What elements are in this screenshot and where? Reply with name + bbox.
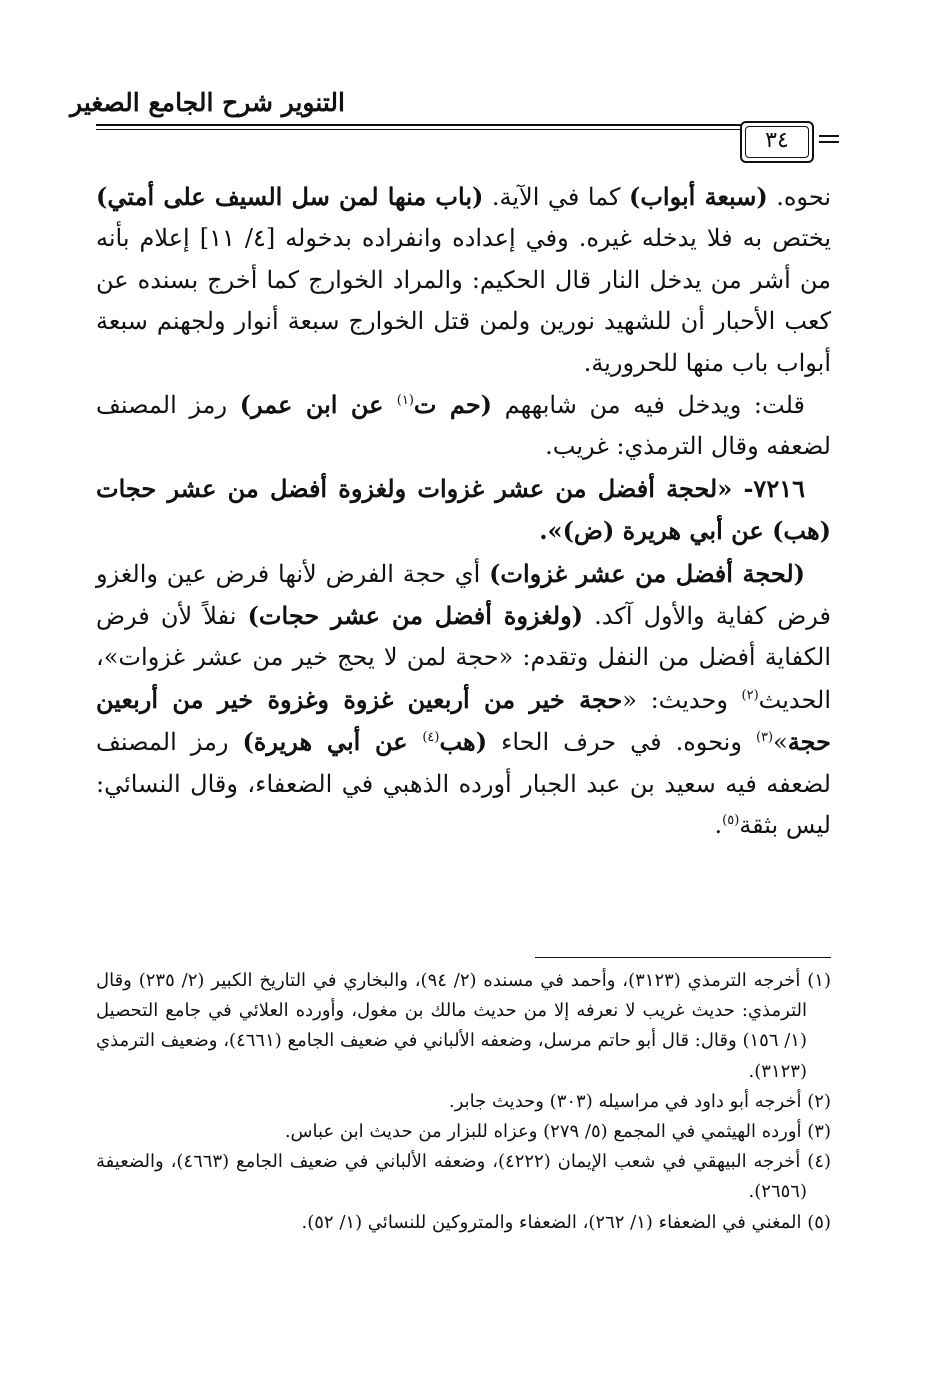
text-run: أي حجة الفرض لأنها فرض عين والغزو فرض كفاية والأول آكد. <box>96 559 832 631</box>
footnote-3: (٣) أورده الهيثمي في المجمع (٥/ ٢٧٩) وعزاه للبزار من حديث ابن عباس. <box>284 1121 831 1143</box>
footnote-ref: (٤) <box>422 730 440 746</box>
text-run: ». <box>539 516 563 546</box>
text-run: رمز المصنف لضعفه فيه سعيد بن عبد الجبار أورده الذهبي في الضعفاء، وقال النسائي: ليس بثقة <box>96 728 831 840</box>
paragraph-4 <box>96 553 831 847</box>
text-run: كما في الآية. <box>483 183 629 211</box>
text-run: رمز المصنف لضعفه وقال الترمذي: غريب. <box>96 391 831 461</box>
bold-run: (سبعة أبواب) <box>628 182 768 211</box>
footnote-ref: (٢) <box>741 687 759 703</box>
footnote-4: (٤) أخرجه البيهقي في شعب الإيمان (٤٢٢٢)، وضعفه الألباني في ضعيف الجامع (٤٦٦٣)، والضعيفة (٢٦٥٦). <box>96 1151 832 1203</box>
text-run: » <box>773 728 788 757</box>
header-rule-tail-bottom <box>819 141 839 143</box>
footnote-1: (١) أخرجه الترمذي (٣١٢٣)، وأحمد في مسنده (٢/ ٩٤)، والبخاري في التاريخ الكبير (٢/ ٢٣٥) وقال الترمذي: حديث غريب لا نعرفه إلا من حديث مالك بن مغول، وأورده العلائي في جامع التحصيل (١/ ١٥٦) وقال: قال أبو حاتم مرسل، وضعفه الألباني في ضعيف الجامع (٤٦٦١)، وضعيف الترمذي (٣١٢٣). <box>96 970 831 1082</box>
hadith-entry <box>96 468 831 553</box>
text-run: وحديث: « <box>622 685 742 714</box>
hadith-number: ٧٢١٦- « <box>717 473 805 503</box>
bold-run: عن أبي هريرة) <box>242 727 423 757</box>
hadith-text: لحجة أفضل من عشر غزوات ولغزوة أفضل من عشر حجات (هب) عن أبي هريرة (ض) <box>96 473 831 546</box>
text-run: ونحوه. في حرف الحاء <box>487 728 756 757</box>
page-number-frame <box>740 121 814 163</box>
footnote-ref: (١) <box>396 393 414 409</box>
text-run: نفلاً لأن فرض الكفاية أفضل من النفل وتقدم: «حجة لمن لا يحج خير من عشر غزوات»، الحديث <box>96 602 831 714</box>
footnotes <box>96 966 831 1238</box>
header-rule-tail-top <box>819 135 839 137</box>
bold-run: (باب منها لمن سل السيف على أمتي) <box>96 182 484 211</box>
main-text <box>96 176 831 847</box>
footnote-5: (٥) المغني في الضعفاء (١/ ٢٦٢)، الضعفاء والمتروكين للنسائي (١/ ٥٢). <box>301 1211 831 1233</box>
bold-run: (لحجة أفضل من عشر غزوات) <box>489 558 805 588</box>
paragraph-1 <box>96 176 831 384</box>
bold-run: (هب <box>439 727 488 757</box>
header-rule-bottom <box>96 129 811 130</box>
footnote-2: (٢) أخرجه أبو داود في مراسيله (٣٠٣) وحديث جابر. <box>449 1090 831 1112</box>
footnote-ref: (٥) <box>722 813 740 829</box>
book-title: التنوير شرح الجامع الصغير <box>70 88 345 117</box>
text-run: . <box>714 811 723 840</box>
footnote-separator <box>535 957 831 958</box>
bold-run: (ولغزوة أفضل من عشر حجات) <box>247 601 584 631</box>
paragraph-2 <box>96 384 831 468</box>
text-run: يختص به فلا يدخله غيره. وفي إعداده وانفراده بدخوله [٤/ ١١] إعلام بأنه من أشر من يدخل النار قال الحكيم: والمراد الخوارج كما أخرج بسنده عن كعب الأحبار أن للشهيد نورين ولمن قتل الخوارج سبعة أنوار ولجهنم سبعة أبواب باب منها للحرورية. <box>96 224 831 377</box>
footnote-ref: (٣) <box>755 730 774 746</box>
text-run: قلت: ويدخل فيه من شابههم <box>492 391 805 420</box>
text-run: نحوه. <box>767 183 832 211</box>
page-number: ٣٤ <box>765 128 789 153</box>
bold-run: (حم ت <box>413 390 493 420</box>
bold-run: حجة خير من أربعين غزوة وغزوة خير من أربعين حجة <box>96 684 831 757</box>
header-rule-top <box>96 124 811 126</box>
bold-run: عن ابن عمر) <box>239 390 397 420</box>
